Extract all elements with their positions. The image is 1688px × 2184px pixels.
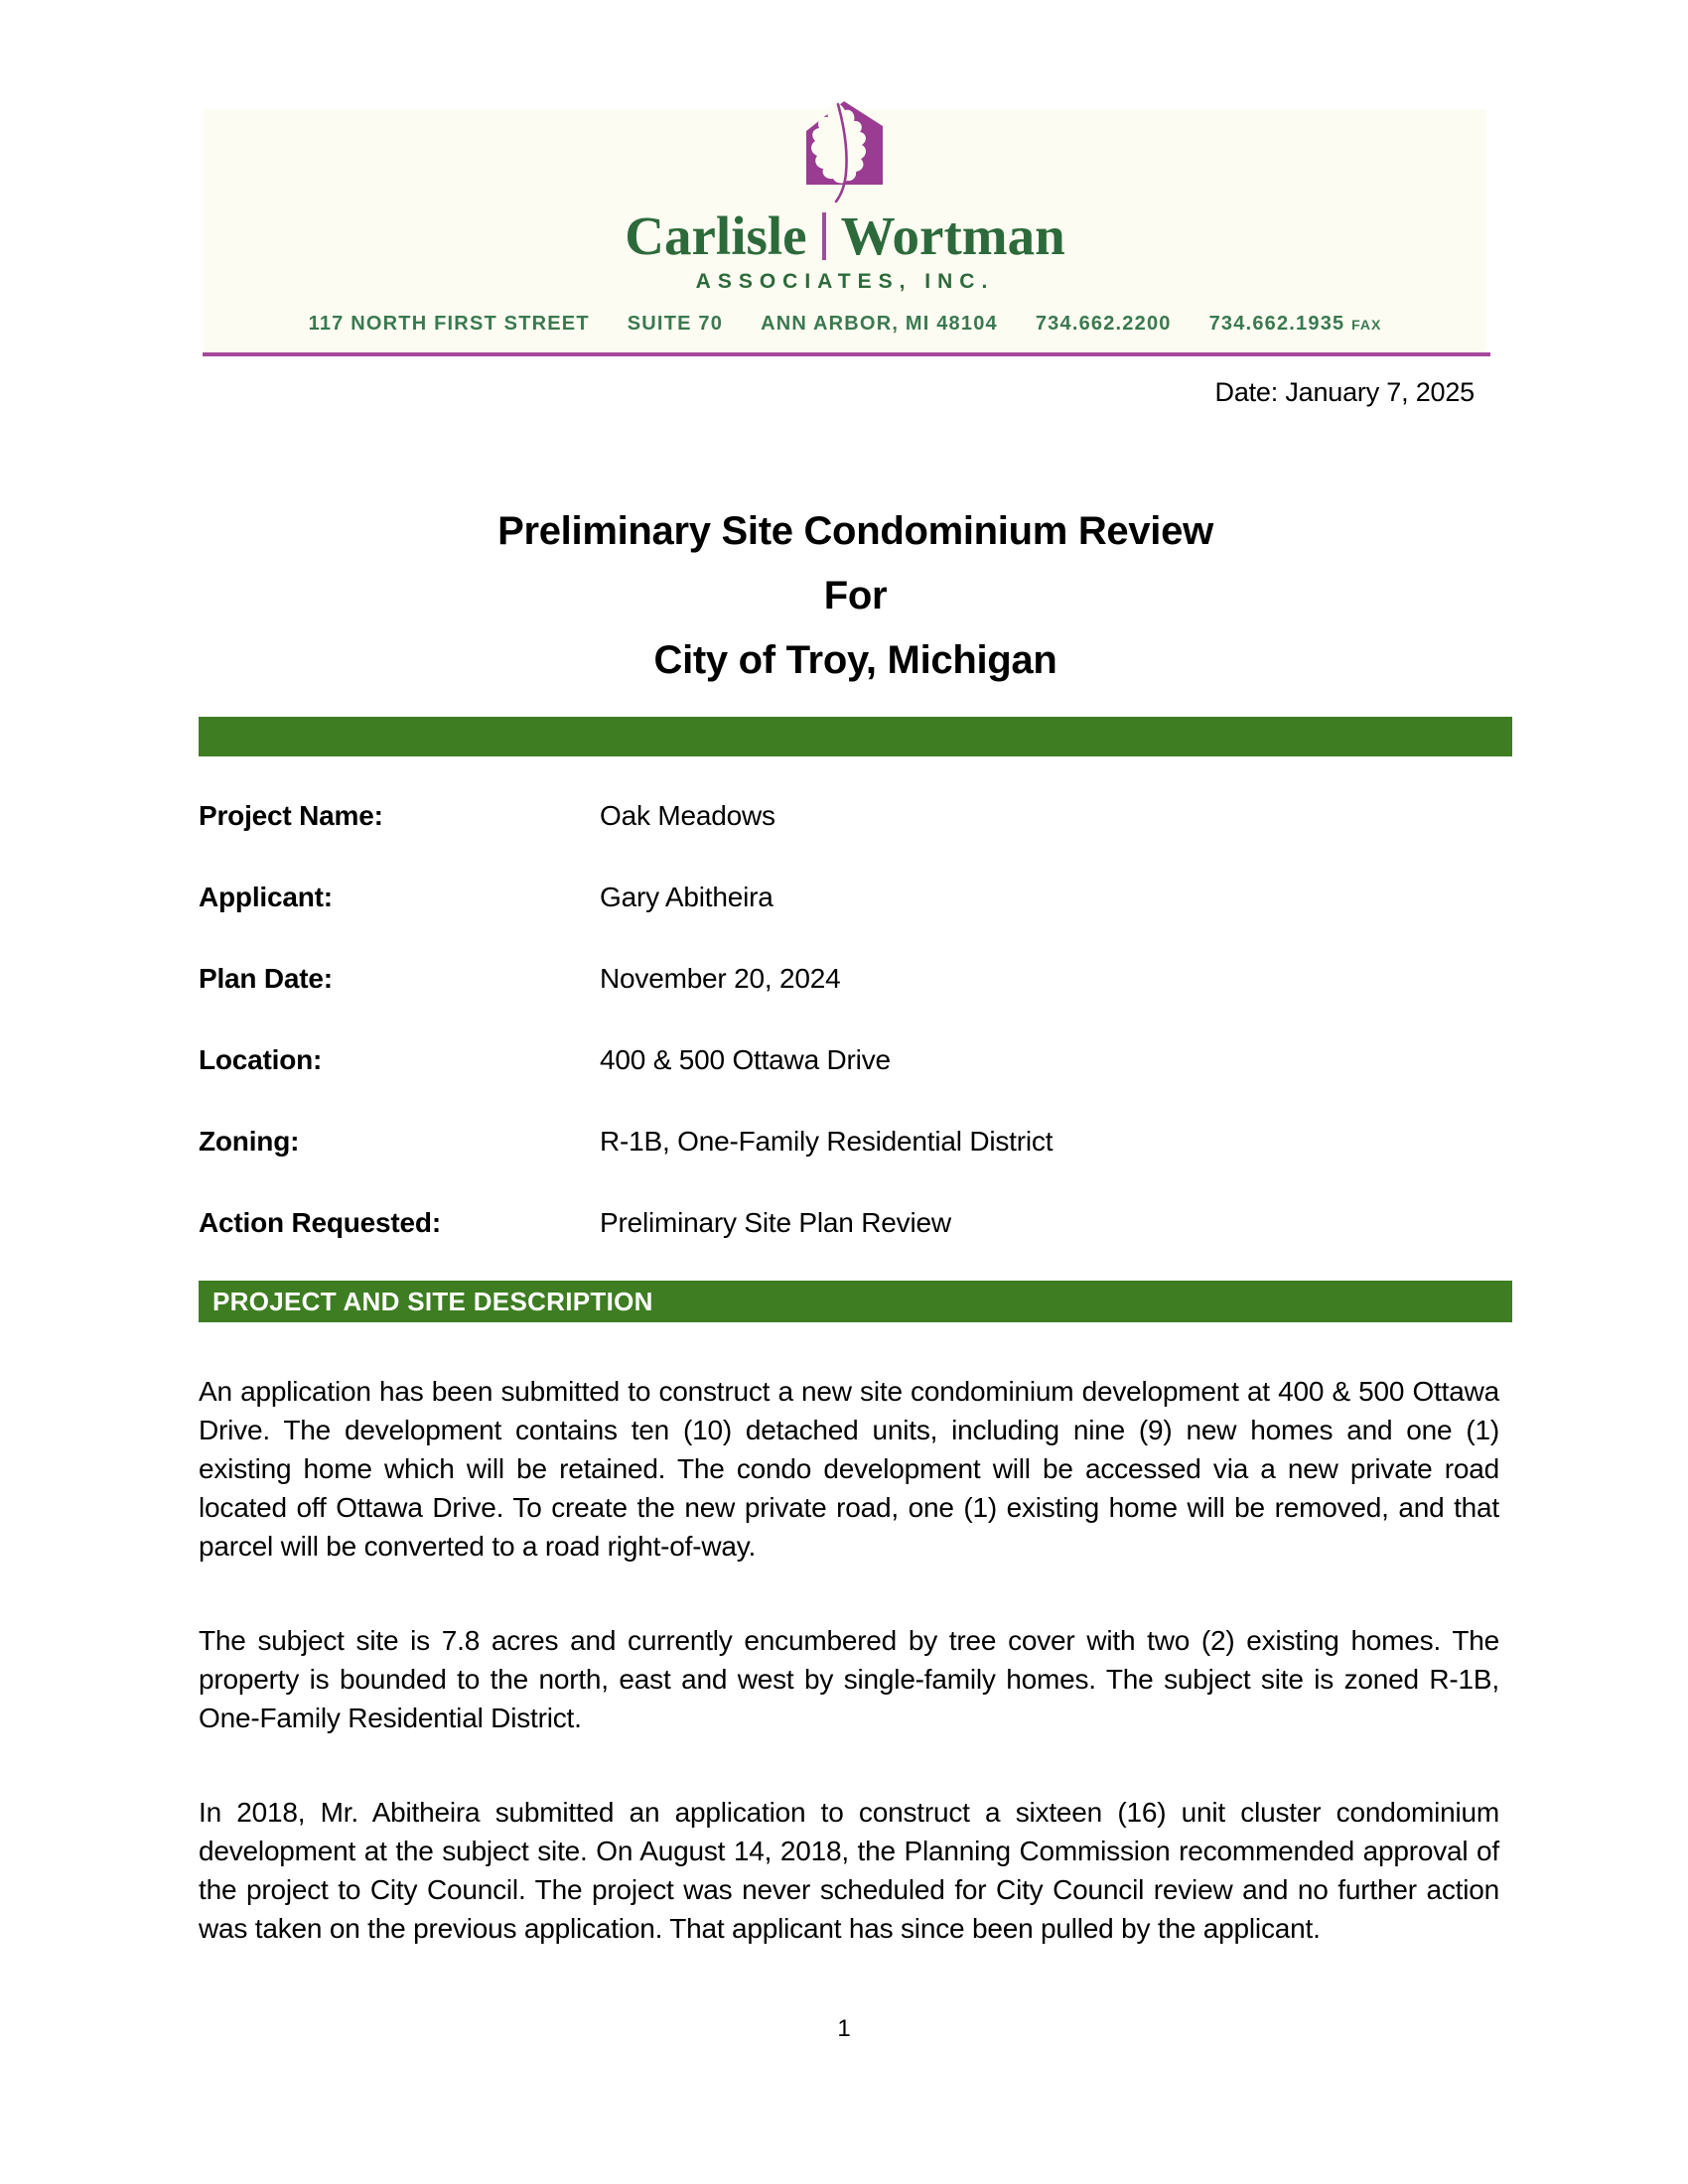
brand-subtitle: ASSOCIATES, INC. [695, 270, 995, 293]
document-title-line1: Preliminary Site Condominium Review [497, 509, 1213, 553]
table-row [199, 1044, 1512, 1126]
info-value: Gary Abitheira [600, 882, 774, 912]
address-fax-label: FAX [1351, 317, 1382, 333]
paragraph-3: In 2018, Mr. Abitheira submitted an application to construct a sixteen (16) unit cluster condominium development at the subject site. On August 14, 2018, the Planning Commission recommended approval of the project to City Council. The project was never scheduled for City Council review and no further action was taken on the previous application. That applicant has since been pulled by the applicant. [199, 1797, 1499, 1944]
info-label: Applicant: [199, 882, 333, 912]
table-row [199, 1126, 1512, 1207]
brand-name-left: Carlisle [625, 205, 807, 266]
info-label: Plan Date: [199, 963, 333, 994]
info-value: Preliminary Site Plan Review [600, 1207, 951, 1238]
letterhead [204, 109, 1486, 352]
info-value: 400 & 500 Ottawa Drive [600, 1044, 891, 1075]
address-fax [1209, 313, 1382, 336]
info-value: Oak Meadows [600, 800, 775, 831]
table-row [199, 963, 1512, 1044]
page-number: 1 [837, 2015, 851, 2042]
project-info-table [199, 800, 1512, 1289]
document-date: Date: January 7, 2025 [1214, 377, 1475, 407]
brand-divider-bar [822, 212, 826, 260]
section-header-project-and-site-description: PROJECT AND SITE DESCRIPTION [199, 1281, 1512, 1322]
address-suite: SUITE 70 [627, 313, 724, 335]
table-row [199, 882, 1512, 963]
info-value: R-1B, One-Family Residential District [600, 1126, 1054, 1157]
address-phone: 734.662.2200 [1035, 313, 1172, 335]
paragraph-2: The subject site is 7.8 acres and currently encumbered by tree cover with two (2) existing homes. The property is bounded to the north, east and west by single-family homes. The subject site is zoned R-1B, One-Family Residential District. [199, 1625, 1499, 1733]
address-city-state-zip: ANN ARBOR, MI 48104 [761, 313, 998, 335]
table-row [199, 1207, 1512, 1289]
brand-name [204, 205, 1486, 266]
paragraph-1: An application has been submitted to construct a new site condominium development at 400 & 500 Ottawa Drive. The development contains ten (10) detached units, including nine (9) new homes and one (1) existing home which will be retained. The condo development will be accessed via a new private road located off Ottawa Drive. To create the new private road, one (1) existing home will be removed, and that parcel will be converted to a road right-of-way. [199, 1376, 1499, 1562]
info-label: Action Requested: [199, 1207, 441, 1238]
house-oak-leaf-logo-icon [806, 101, 884, 205]
green-divider-bar [199, 717, 1512, 756]
table-row [199, 800, 1512, 882]
body-text [199, 1372, 1499, 2003]
letterhead-rule [203, 352, 1490, 356]
info-label: Zoning: [199, 1126, 300, 1157]
info-value: November 20, 2024 [600, 963, 841, 994]
info-label: Location: [199, 1044, 323, 1075]
address-fax-number: 734.662.1935 [1208, 313, 1345, 335]
info-label: Project Name: [199, 800, 383, 831]
document-title-line2: For [823, 574, 888, 617]
document-title [199, 499, 1512, 693]
document-title-line3: City of Troy, Michigan [653, 638, 1057, 682]
brand-name-right: Wortman [840, 205, 1065, 266]
letterhead-address [204, 313, 1486, 336]
address-street: 117 NORTH FIRST STREET [308, 313, 590, 335]
